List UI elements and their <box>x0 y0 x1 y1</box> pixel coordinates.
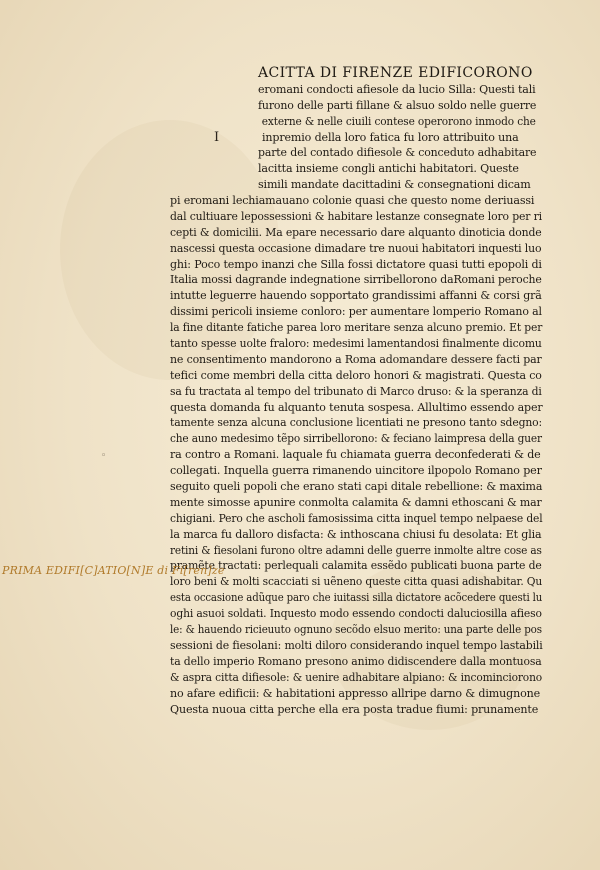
text-line: pi eromani lechiamauano colonie quasi che questo nome deriuassi <box>170 194 535 207</box>
text-line: oghi asuoi soldati. Inquesto modo essendo condocti daluciosilla afieso <box>170 607 542 621</box>
text-line: sessioni de fiesolani: molti diloro considerando inquel tempo lastabili <box>170 638 543 652</box>
text-line: & aspra citta difiesole: & uenire adhabitare alpiano: & incominciorono <box>170 670 543 684</box>
text-line: loro beni & molti scacciati si uẽneno queste citta quasi adishabitar. Qu <box>170 575 543 589</box>
text-line: ghi: Poco tempo inanzi che Silla fossi dictatore quasi tutti epopoli di <box>170 257 542 271</box>
margin-mark: ◦ <box>101 451 107 461</box>
text-line: questa domanda fu alquanto tenuta sospesa. Allultimo essendo aper <box>170 400 543 414</box>
text-line: intutte leguerre hauendo sopportato grandissimi affanni & corsi grã <box>170 289 542 303</box>
heading-line: ACITTA DI FIRENZE EDIFICORONO <box>258 65 533 81</box>
opening-paragraph <box>258 66 550 193</box>
text-line: chigiani. Pero che ascholi famosissima citta inquel tempo nelpaese del <box>170 511 543 525</box>
text-line: Questa nuoua citta perche ella era posta tradue fiumi: prunamente <box>170 702 539 716</box>
text-line: ne consentimento mandorono a Roma adomandare dessere facti par <box>170 352 542 366</box>
text-line: externe & nelle ciuili contese operorono inmodo che <box>261 114 536 128</box>
text-line: simili mandate dacittadini & consegnationi dicam <box>258 178 531 192</box>
text-line: cepti & domicilii. Ma epare necessario dare alquanto dinoticia donde <box>170 225 542 239</box>
text-line: nascessi questa occasione dimadare tre nuoui habitatori inquesti luo <box>170 241 542 255</box>
text-line: esta occasione adũque paro che iuitassi silla dictatore acõcedere questi lu <box>170 591 543 605</box>
text-line: tanto spesse uolte fraloro: medesimi lamentandosi finalmente dicomu <box>170 337 542 351</box>
text-line: pramẽte tractati: perlequali calamita essẽdo publicati buona parte de <box>170 559 542 573</box>
text-line: tefici come membri della citta deloro honori & magistrati. Questa co <box>170 368 542 382</box>
text-line: collegati. Inquella guerra rimanendo uincitore ilpopolo Romano per <box>170 464 542 478</box>
initial-guide-letter: I <box>214 130 220 145</box>
text-line: seguito queli popoli che erano stati capi ditale rebellione: & maxima <box>170 480 543 494</box>
text-line: dal cultiuare lepossessioni & habitare lestanze consegnate loro per ri <box>170 209 542 223</box>
text-line: tamente senza alcuna conclusione licentiati ne presono tanto sdegno: <box>170 416 543 430</box>
text-line: eromani condocti afiesole da lucio Silla: Questi tali <box>258 82 536 96</box>
text-line: ra contro a Romani. laquale fu chiamata guerra deconfederati & de <box>170 448 541 462</box>
body-text <box>170 193 577 717</box>
text-line: furono delle parti fillane & alsuo soldo nelle guerre <box>258 98 537 112</box>
text-line: la marca fu dalloro disfacta: & inthoscana chiusi fu desolata: Et glia <box>170 527 542 541</box>
text-line: dissimi pericoli insieme conloro: per aumentare lomperio Romano al <box>170 305 542 319</box>
text-line: la fine ditante fatiche parea loro meritare senza alcuno premio. Et per <box>170 321 543 335</box>
text-line: parte del contado difiesole & conceduto adhabitare <box>258 146 537 160</box>
text-line: le: & hauendo ricieuuto ognuno secõdo elsuo merito: una parte delle pos <box>170 623 542 637</box>
text-line: retini & fiesolani furono oltre adamni delle guerre inmolte altre cose as <box>170 543 542 557</box>
text-line: mente simosse apunire conmolta calamita & damni ethoscani & mar <box>170 495 542 509</box>
text-line: Italia mossi dagrande indegnatione sirribellorono daRomani peroche <box>170 273 542 287</box>
text-line: no afare edificii: & habitationi appresso allripe darno & dimugnone <box>170 686 541 700</box>
text-line: che auno medesimo tẽpo sirribellorono: & feciano laimpresa della guer <box>170 432 542 446</box>
text-line: inpremio della loro fatica fu loro attribuito una <box>262 130 519 144</box>
text-line: sa fu tractata al tempo del tribunato di Marco druso: & la speranza di <box>170 384 542 398</box>
text-line: lacitta insieme congli antichi habitatori. Queste <box>258 162 519 176</box>
text-line: ta dello imperio Romano presono animo didiscendere dalla montuosa <box>170 654 542 668</box>
handwritten-marginal-note: PRIMA EDIFI[C]ATIO[N]E di Fi[ren]ze <box>2 564 225 577</box>
